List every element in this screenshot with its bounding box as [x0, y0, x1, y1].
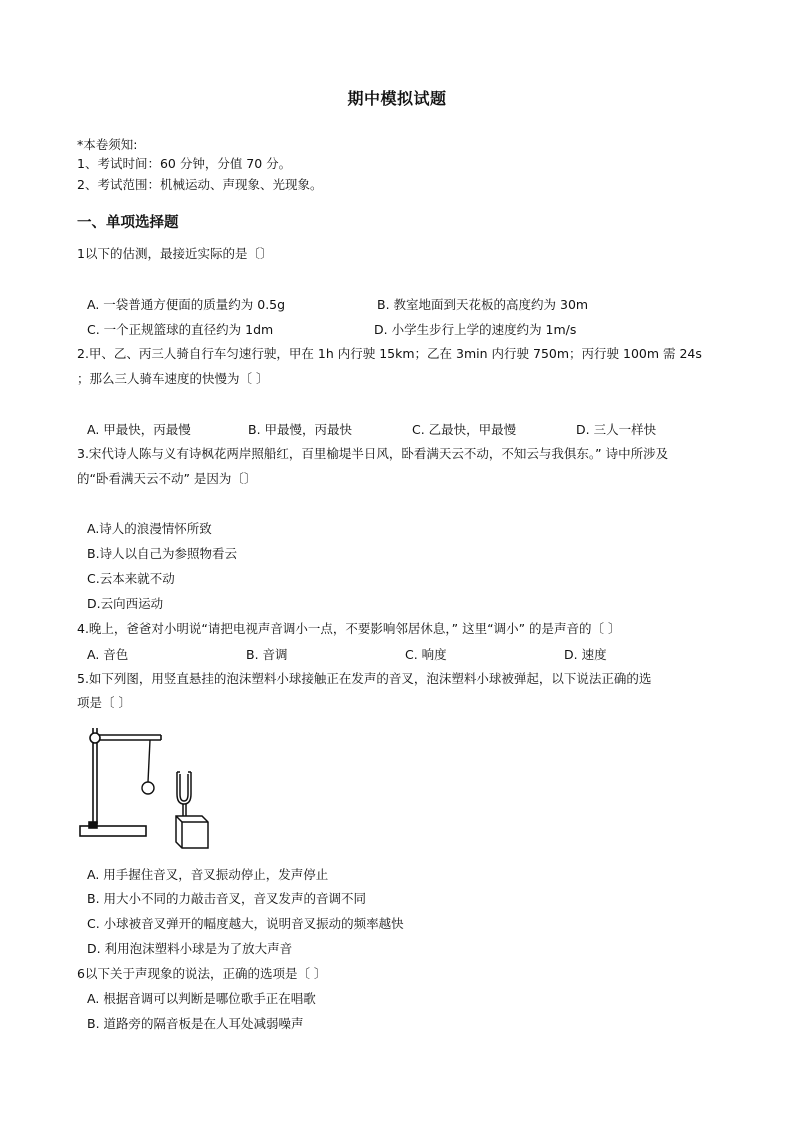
option-b: B. 音调 [246, 647, 288, 662]
option-c: C. 乙最快，甲最慢 [412, 422, 517, 437]
option-d: D.云向西运动 [87, 596, 164, 611]
question-2-options-row [87, 420, 727, 437]
option-c: C.云本来就不动 [87, 571, 175, 586]
option-a: A. 一袋普通方便面的质量约为 0.5g [87, 297, 286, 312]
option-b: B. 道路旁的隔音板是在人耳处减弱噪声 [87, 1016, 304, 1031]
section-title: 一、单项选择题 [77, 215, 179, 231]
option-b: B. 甲最慢，丙最快 [248, 422, 353, 437]
question-5-stem: 5.如下列图，用竖直悬挂的泡沫塑料小球接触正在发声的音叉，泡沫塑料小球被弹起，以下说法正确的选 [77, 671, 652, 686]
question-3-stem: 3.宋代诗人陈与义有诗枫花两岸照船红，百里榆堤半日风，卧看满天云不动，不知云与我俱东。” 诗中所涉及 [77, 446, 669, 461]
question-4-stem: 4.晚上，爸爸对小明说“请把电视声音调小一点，不要影响邻居休息，” 这里“调小” 的是声音的〔 〕 [77, 621, 621, 636]
tuning-fork [176, 772, 208, 848]
option-a: A. 甲最快，丙最慢 [87, 422, 191, 437]
option-c: C. 小球被音叉弹开的幅度越大，说明音叉振动的频率越快 [87, 916, 404, 931]
foam-ball [142, 740, 154, 794]
option-c: C. 一个正规篮球的直径约为 1dm [87, 322, 274, 337]
question-6-stem: 6以下关于声现象的说法，正确的选项是〔 〕 [77, 966, 327, 981]
question-4-options-row [87, 645, 727, 662]
option-c: C. 响度 [405, 647, 447, 662]
option-a: A. 根据音调可以判断是哪位歌手正在唱歌 [87, 991, 316, 1006]
option-a: A.诗人的浪漫情怀所致 [87, 521, 212, 536]
question-3-stem-cont: 的“卧看满天云不动” 是因为〔〕 [77, 471, 257, 486]
question-1-stem: 1以下的估测，最接近实际的是〔〕 [77, 246, 273, 261]
option-d: D. 三人一样快 [576, 422, 657, 437]
notice-item: 2、考试范围：机械运动、声现象、光现象。 [77, 177, 323, 192]
question-5-stem-cont: 项是〔 〕 [77, 695, 131, 710]
question-1-options-row-2 [87, 320, 727, 337]
page-title: 期中模拟试题 [347, 89, 447, 108]
option-b: B.诗人以自己为参照物看云 [87, 546, 238, 561]
notice-item: 1、考试时间：60 分钟，分值 70 分。 [77, 156, 292, 171]
option-d: D. 速度 [564, 647, 607, 662]
notice-heading: *本卷须知: [77, 137, 138, 152]
question-1-options-row-1 [87, 295, 727, 312]
question-2-stem: 2.甲、乙、丙三人骑自行车匀速行驶，甲在 1h 内行驶 15km；乙在 3min 内行驶 750m；丙行驶 100m 需 24s [77, 346, 702, 361]
option-d: D. 利用泡沫塑料小球是为了放大声音 [87, 941, 293, 956]
tuning-fork-figure [78, 722, 218, 852]
option-a: A. 音色 [87, 647, 129, 662]
option-b: B. 教室地面到天花板的高度约为 30m [377, 297, 589, 312]
option-a: A. 用手握住音叉，音叉振动停止，发声停止 [87, 867, 329, 882]
option-b: B. 用大小不同的力敲击音叉，音叉发声的音调不同 [87, 891, 367, 906]
question-2-stem-cont: ；那么三人骑车速度的快慢为〔 〕 [77, 371, 269, 386]
option-d: D. 小学生步行上学的速度约为 1m/s [374, 322, 577, 337]
